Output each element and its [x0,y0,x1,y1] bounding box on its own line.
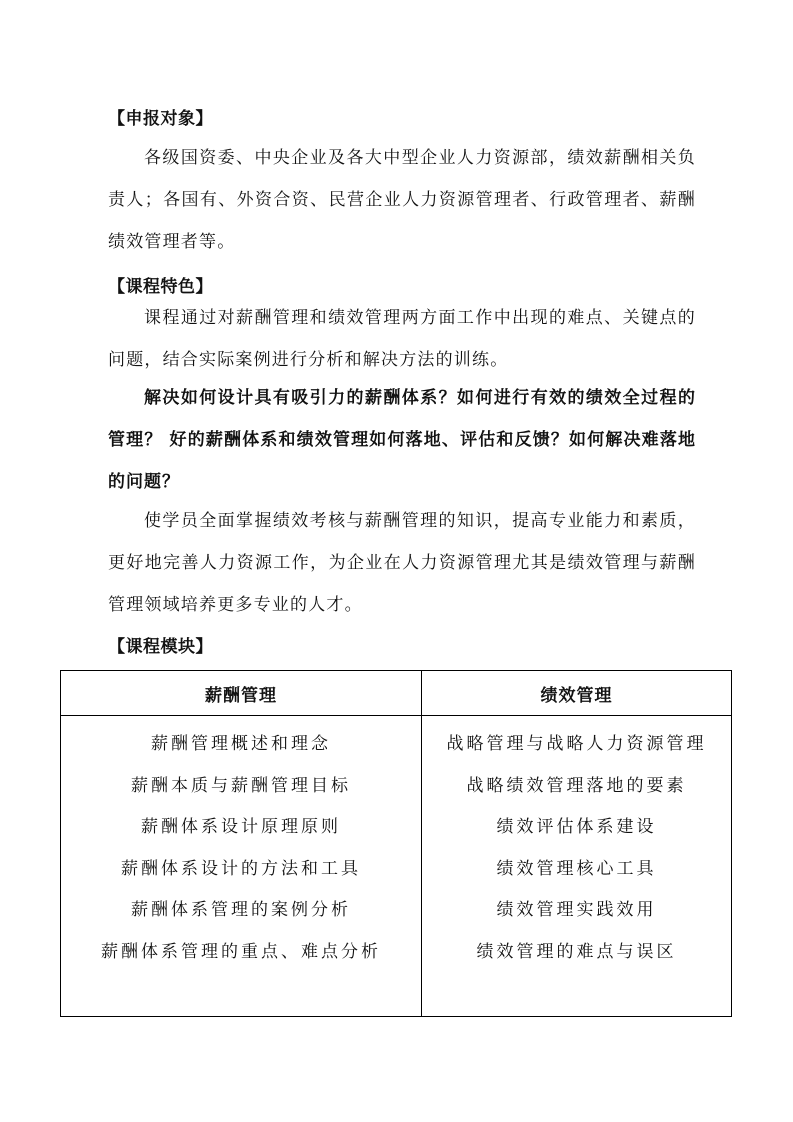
features-questions-paragraph: 解决如何设计具有吸引力的薪酬体系？如何进行有效的绩效全过程的管理？ 好的薪酬体系和绩效管理如何落地、评估和反馈？如何解决难落地的问题？ [108,388,696,492]
performance-item: 绩效管理的难点与误区 [476,941,677,962]
modules-heading: 【课程模块】 [108,637,213,657]
salary-item: 薪酬体系设计的方法和工具 [121,858,361,879]
performance-item: 战略绩效管理落地的要素 [466,775,687,796]
header-salary-management: 薪酬管理 [61,671,422,716]
salary-item: 薪酬体系管理的案例分析 [131,900,351,921]
performance-items-cell [422,716,732,1017]
goal-paragraph: 使学员全面掌握绩效考核与薪酬管理的知识，提高专业能力和素质，更好地完善人力资源工作，为企业在人力资源管理尤其是绩效管理与薪酬管理领域培养更多专业的人才。 [108,511,696,615]
features-heading: 【课程特色】 [108,277,213,297]
applicants-heading: 【申报对象】 [108,109,213,129]
features-paragraph: 课程通过对薪酬管理和绩效管理两方面工作中出现的难点、关键点的问题，结合实际案例进行分析和解决方法的训练。 [108,308,696,370]
applicants-paragraph: 各级国资委、中央企业及各大中型企业人力资源部，绩效薪酬相关负责人；各国有、外资合资、民营企业人力资源管理者、行政管理者、薪酬绩效管理者等。 [108,148,696,252]
performance-item: 绩效评估体系建设 [496,817,657,838]
performance-item: 绩效管理核心工具 [496,858,657,879]
salary-item: 薪酬管理概述和理念 [151,734,331,754]
performance-item: 战略管理与战略人力资源管理 [446,734,707,754]
performance-item: 绩效管理实践效用 [496,900,657,921]
modules-table [60,670,732,1017]
modules-table-header-row [61,671,732,716]
salary-item: 薪酬体系设计原理原则 [141,817,341,838]
salary-item: 薪酬本质与薪酬管理目标 [131,775,351,796]
salary-item: 薪酬体系管理的重点、难点分析 [101,941,381,962]
salary-items-cell [61,716,422,1017]
header-performance-management: 绩效管理 [422,671,732,716]
modules-table-body-row [61,716,732,1017]
